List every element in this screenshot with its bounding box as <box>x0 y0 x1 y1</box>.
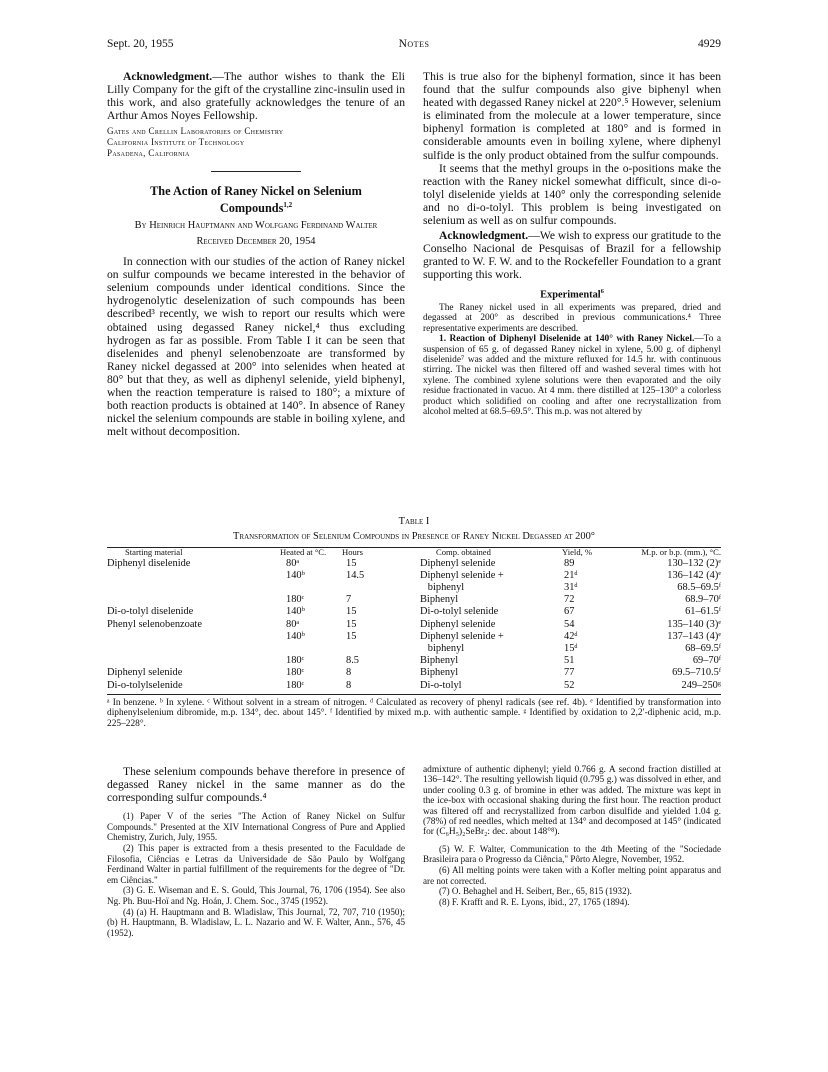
acknowledgment-paragraph-2 <box>423 229 721 281</box>
table-cell: 31ᵈ <box>564 582 578 593</box>
table-cell: 51 <box>564 655 575 667</box>
table-cell: Biphenyl <box>420 655 459 667</box>
table-cell: 140ᵇ <box>286 630 305 642</box>
table-cell: 68–69.5ᶠ <box>685 643 721 655</box>
experiment-1-text: —To a suspension of 65 g. of degassed Raney nickel in xylene, 5.00 g. of diphenyl diselenide⁷ was added and the mixture refluxed for 14.5 hr. with continuous stirring. The nickel was then filtered off and washed several times with hot xylene. The combined xylene solutions were then evaporated and the oily residue fractionated in vacuo. At 4 mm. there distilled at 125–130° a colorless product which solidified on cooling and after one recrystallization from alcohol melted at 68.5–69.5°. This m.p. was not altered by <box>423 334 722 418</box>
affiliation-line: Pasadena, California <box>107 147 190 158</box>
acknowledgment-heading-2: Acknowledgment. <box>439 229 529 243</box>
column-header: Comp. obtained <box>436 547 491 557</box>
table-cell: 8.5 <box>346 655 359 667</box>
table-cell: 69–70ᶠ <box>692 655 721 667</box>
table-cell <box>107 631 272 643</box>
experimental-heading <box>423 286 721 301</box>
table-cell <box>272 643 340 655</box>
right-paragraph-1: This is true also for the biphenyl formation, since it has been found that the sulfur compounds also give biphenyl when heated with degassed Raney nickel at 220°.⁵ However, selenium is eliminated from the molecule at a lower temperature, since biphenyl formation is completed at 180° and is formed in considerable amounts even in boiling xylene, where diphenyl sulfide is the only product obtained from the sulfur compounds. <box>423 70 721 162</box>
table-cell: 137–143 (4)ᵉ <box>667 630 721 642</box>
experiment-1-heading: 1. Reaction of Diphenyl Diselenide at 140° with Raney Nickel. <box>439 334 695 345</box>
conclusion-paragraph: These selenium compounds behave therefore in presence of degassed Raney nickel in the same manner as do the corresponding sulfur compounds.⁴ <box>107 765 405 805</box>
affiliation-line: California Institute of Technology <box>107 136 245 147</box>
affiliation-line: Gates and Crellin Laboratories of Chemistry <box>107 126 284 137</box>
table-row <box>107 680 721 692</box>
table-cell <box>340 582 420 594</box>
title-superscript: 1,2 <box>283 201 293 210</box>
acknowledgment-paragraph <box>107 70 405 122</box>
acknowledgment-text-2: —We wish to express our gratitude to the Conselho Nacional de Pesquisas of Brazil for a fellowship granted to W. F. W. and to the Rockefeller Foundation to a grant supporting this work. <box>423 229 721 282</box>
table-row <box>107 643 721 655</box>
divider <box>211 171 301 172</box>
table-cell: 180ᶜ <box>286 667 305 679</box>
table-cell: Phenyl selenobenzoate <box>107 618 202 630</box>
experimental-paragraph-1: The Raney nickel used in all experiments was prepared, dried and degassed at 200° as described in previous communications.⁴ Three representative experiments are described. <box>423 302 721 334</box>
experiment-continuation: admixture of authentic diphenyl; yield 0.766 g. A second fraction distilled at 136–142°. The resulting yellowish liquid (0.795 g.) was dissolved in ether, and under cooling 0.3 g. of bromine in ether was added. The mixture was kept in the ice-box with occasional shaking during the first hour. The reaction product was filtered off and recrystallized from carbon disulfide and yielded 1.04 g. (78%) of red needles, which melted at 134° and decomposed at 145° (indicated for (C₆H₅)₂SeBr₂: dec. about 148°⁸). <box>423 765 721 838</box>
table-cell: 80ᵃ <box>286 618 300 630</box>
authors: By Heinrich Hauptmann and Wolfgang Ferdinand Walter <box>134 220 378 232</box>
table-cell: 69.5–710.5ᶠ <box>672 667 721 679</box>
table-cell <box>272 582 340 594</box>
table-cell: 180ᶜ <box>286 655 305 667</box>
table-cell: 15 <box>346 618 357 630</box>
table-cell: Diphenyl selenide <box>420 618 496 630</box>
table-cell: 14.5 <box>346 569 365 581</box>
table-cell: 180ᶜ <box>286 594 305 606</box>
reference-item: (6) All melting points were taken with a Kofler melting point apparatus and are not corrected. <box>423 865 721 886</box>
table-header-row <box>107 548 721 558</box>
column-header: Heated at °C. <box>280 547 327 557</box>
experimental-paragraph-2 <box>423 334 721 417</box>
table-cell <box>107 570 272 582</box>
table-cell: 15ᵈ <box>564 643 578 655</box>
header-date: Sept. 20, 1955 <box>107 38 174 50</box>
selenium-table <box>107 548 721 692</box>
bottom-right-column <box>423 765 721 907</box>
reference-list <box>107 811 405 938</box>
reference-item: (5) W. F. Walter, Communication to the 4th Meeting of the "Sociedade Brasileira para o Progresso da Ciência," Pôrto Alegre, November, 1952. <box>423 843 721 865</box>
table-cell <box>107 655 272 667</box>
table-cell: Biphenyl <box>420 594 459 606</box>
table-cell: Di-o-tolylselenide <box>107 679 183 691</box>
reference-item: (2) This paper is extracted from a thesis presented to the Faculdade de Filosofia, Ciências e Letras da Universidade de São Paulo by Wolfgang Ferdinand Walter in partial fulfillment of the requirements for the degree of "Dr. em Ciências." <box>107 843 405 885</box>
table-cell: 61–61.5ᶠ <box>685 606 721 618</box>
table-cell: 8 <box>346 679 352 691</box>
table-cell: 67 <box>564 606 575 618</box>
table-cell: Diphenyl selenide <box>107 667 183 679</box>
experimental-superscript: 6 <box>600 287 604 295</box>
table-cell: Di-o-tolyl <box>420 679 462 691</box>
table-cell <box>340 643 420 655</box>
right-column <box>423 70 721 417</box>
table-cell: 52 <box>564 679 575 691</box>
table-1 <box>107 516 721 729</box>
column-header: Hours <box>342 547 364 557</box>
table-cell: Biphenyl <box>420 667 459 679</box>
table-cell: 180ᶜ <box>286 679 305 691</box>
left-column <box>107 70 405 438</box>
article-title <box>107 184 405 215</box>
table-cell: Diphenyl selenide <box>420 557 496 569</box>
table-row <box>107 631 721 643</box>
intro-paragraph: In connection with our studies of the action of Raney nickel on sulfur compounds we became interested in the behavior of selenium compounds under identical conditions. Since the hydrogenolytic deselenization of such compounds has been described³ recently, we wish to report our results which were obtained using degassed Raney nickel,⁴ thus excluding hydrogen as far as possible. From Table I it can be seen that diselenides and phenyl selenobenzoate are transformed by Raney nickel degassed at 200° into selenides when heated at 80° but that they, as well as diphenyl selenide, yield biphenyl, when the reaction temperature is raised to 180°; a mixture of both reaction products is obtained at 140°. In absence of Raney nickel the selenium compounds are stable in boiling xylene, and melt without decomposition. <box>107 255 405 439</box>
table-footnotes: ᵃ In benzene. ᵇ In xylene. ᶜ Without solvent in a stream of nitrogen. ᵈ Calculated as recovery of phenyl radicals (see ref. 4b). ᵉ Identified by transformation into diphenylselenium dibromide, m.p. 134°, dec. about 145°. ᶠ Identified by mixed m.p. with authentic sample. ᵍ Identified by oxidation to 2,2′-diphenic acid, m.p. 225–228°. <box>107 697 721 729</box>
table-row <box>107 558 721 570</box>
table-row <box>107 594 721 606</box>
table-caption: Transformation of Selenium Compounds in Presence of Raney Nickel Degassed at 200° <box>233 531 595 542</box>
received-date: Received December 20, 1954 <box>196 235 316 247</box>
table-cell: 249–250ᵍ <box>681 679 721 691</box>
table-cell: 54 <box>564 618 575 630</box>
table-bottom-rule <box>107 694 721 695</box>
reference-item: (8) F. Krafft and R. E. Lyons, ibid., 27, 1765 (1894). <box>439 896 630 907</box>
table-cell: Diphenyl diselenide <box>107 557 191 569</box>
table-row <box>107 606 721 618</box>
table-cell <box>107 582 272 594</box>
table-cell: 72 <box>564 594 575 606</box>
table-cell: Di-o-tolyl selenide <box>420 606 499 618</box>
reference-item: (3) G. E. Wiseman and E. S. Gould, This Journal, 76, 1706 (1954). See also Ng. Ph. Buu-Hoï and Ng. Hoán, J. Chem. Soc., 3745 (1952). <box>107 885 405 907</box>
table-cell <box>107 643 272 655</box>
affiliation <box>107 126 405 158</box>
reference-item: (7) O. Behaghel and H. Seibert, Ber., 65, 815 (1932). <box>439 886 632 897</box>
table-cell: Di-o-tolyl diselenide <box>107 606 194 618</box>
column-header: Starting material <box>125 547 183 557</box>
reference-list-2 <box>423 844 721 908</box>
reference-item: (1) Paper V of the series "The Action of Raney Nickel on Sulfur Compounds." Presented at the XIV International Congress of Pure and Applied Chemistry, Zurich, July, 1955. <box>107 811 405 843</box>
table-cell: 68.5–69.5ᶠ <box>677 582 721 593</box>
running-header <box>107 38 721 56</box>
bottom-left-column <box>107 765 405 938</box>
acknowledgment-text: —The author wishes to thank the Eli Lilly Company for the gift of the crystalline zinc-insulin used in this work, and also gratefully acknowledges the tenure of an Arthur Amos Noyes Fellowship. <box>107 70 405 123</box>
table-cell: 42ᵈ <box>564 630 578 642</box>
table-cell: biphenyl <box>420 582 465 593</box>
article-title-text: The Action of Raney Nickel on Selenium Compounds <box>150 184 362 216</box>
header-page-number: 4929 <box>698 38 721 50</box>
table-cell: 21ᵈ <box>564 569 578 581</box>
table-cell: 140ᵇ <box>286 606 305 618</box>
table-cell: Diphenyl selenide + <box>420 569 504 581</box>
table-row <box>107 667 721 679</box>
table-row <box>107 582 721 594</box>
table-cell: 135–140 (3)ᵉ <box>667 618 721 630</box>
table-cell: 15 <box>346 557 357 569</box>
table-row <box>107 619 721 631</box>
table-cell: Diphenyl selenide + <box>420 630 504 642</box>
table-cell: 7 <box>346 594 352 606</box>
table-cell: 140ᵇ <box>286 569 305 581</box>
acknowledgment-heading: Acknowledgment. <box>123 70 213 83</box>
table-cell: 89 <box>564 557 575 569</box>
table-cell <box>107 594 272 606</box>
header-section: Notes <box>398 38 430 50</box>
table-row <box>107 570 721 582</box>
table-cell: biphenyl <box>420 643 465 655</box>
table-cell: 15 <box>346 606 357 618</box>
column-header: M.p. or b.p. (mm.), °C. <box>641 547 721 557</box>
table-cell: 8 <box>346 667 352 679</box>
column-header: Yield, % <box>562 547 593 557</box>
experimental-heading-text: Experimental <box>540 288 601 300</box>
table-cell: 77 <box>564 667 575 679</box>
table-cell: 68.9–70ᶠ <box>685 594 721 606</box>
table-cell: 15 <box>346 630 357 642</box>
table-cell: 80ᵃ <box>286 557 300 569</box>
table-cell: 130–132 (2)ᵉ <box>667 557 721 569</box>
table-row <box>107 655 721 667</box>
reference-item: (4) (a) H. Hauptmann and B. Wladislaw, This Journal, 72, 707, 710 (1950); (b) H. Hauptmann, B. Wladislaw, L. L. Nazario and W. F. Walter, Ann., 576, 45 (1952). <box>107 906 405 938</box>
right-paragraph-2: It seems that the methyl groups in the o-positions make the reaction with the Raney nickel somewhat difficult, since di-o-tolyl diselenide yields at 140° only the corresponding selenide and no di-o-tolyl. This problem is being investigated on selenium as well as on sulfur compounds. <box>423 161 721 228</box>
table-label: Table I <box>398 516 430 527</box>
table-cell: 136–142 (4)ᵉ <box>667 569 721 581</box>
